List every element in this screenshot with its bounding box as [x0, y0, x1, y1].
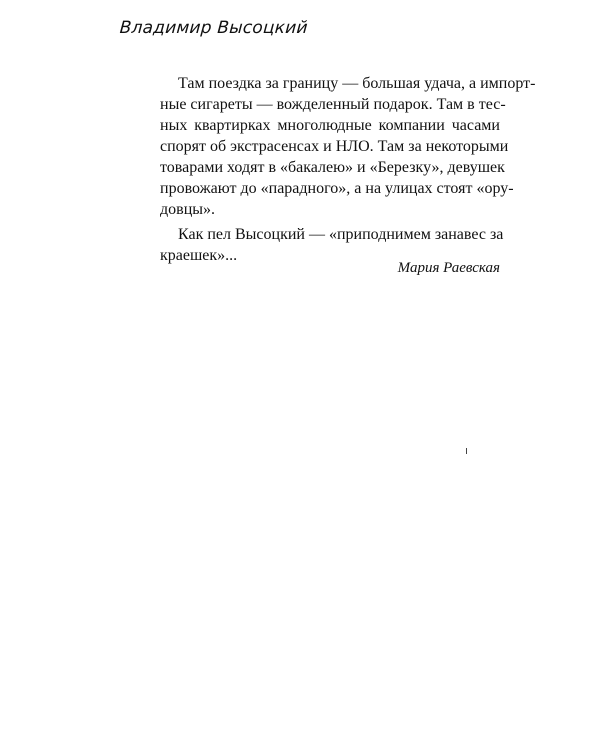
text-line: довцы». [160, 201, 216, 218]
text-line: спорят об экстрасенсах и НЛО. Там за некоторыми [160, 138, 509, 155]
paragraph-1 [160, 73, 536, 220]
text-line: ные сигареты — вожделенный подарок. Там в тес- [160, 96, 506, 113]
scan-speck [466, 448, 467, 454]
text-line: Там поездка за границу — большая удача, а импорт- [178, 75, 536, 92]
text-line: краешек»... [160, 247, 238, 264]
text-line: товарами ходят в «бакалею» и «Березку», девушек [160, 159, 505, 176]
body-text [160, 73, 536, 266]
text-line: ных квартирках многолюдные компании часами [160, 117, 500, 134]
running-header: Владимир Высоцкий [119, 18, 309, 38]
author-signature: Мария Раевская [397, 260, 500, 276]
text-line: Как пел Высоцкий — «приподнимем занавес за [178, 226, 504, 243]
text-line: провожают до «парадного», а на улицах стоят «ору- [160, 180, 514, 197]
